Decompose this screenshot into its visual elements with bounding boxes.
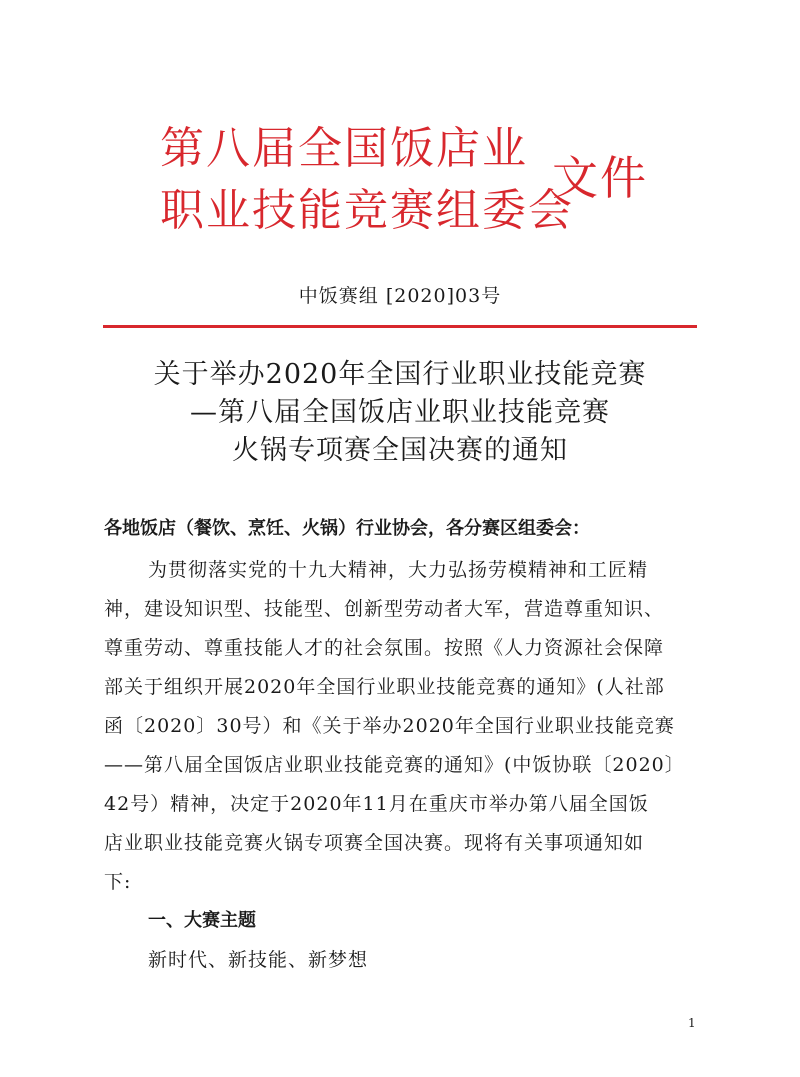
document-number: 中饭赛组 [2020]03号 [298,285,502,307]
document-label: 文件 [552,151,648,205]
page-number: 1 [688,1016,696,1030]
body-line-4: 部关于组织开展2020年全国行业职业技能竞赛的通知》(人社部 [104,676,665,698]
issuer-line-2: 职业技能竞赛组委会 [160,185,574,236]
title-line-2: —第八届全国饭店业职业技能竞赛 [190,397,610,428]
body-line-8: 店业职业技能竞赛火锅专项赛全国决赛。现将有关事项通知如 [104,832,645,854]
body-line-5: 函〔2020〕30号）和《关于举办2020年全国行业职业技能竞赛 [104,715,675,737]
body-line-1: 为贯彻落实党的十九大精神，大力弘扬劳模精神和工匠精 [148,559,649,581]
title-line-3: 火锅专项赛全国决赛的通知 [232,435,568,466]
section-content-theme: 新时代、新技能、新梦想 [148,949,369,971]
body-line-7: 42号）精神，决定于2020年11月在重庆市举办第八届全国饭 [104,793,649,815]
body-line-2: 神，建设知识型、技能型、创新型劳动者大军，营造尊重知识、 [104,598,665,620]
issuer-line-1: 第八届全国饭店业 [160,123,528,174]
body-line-6: ——第八届全国饭店业职业技能竞赛的通知》(中饭协联〔2020〕 [104,754,685,776]
addressee: 各地饭店（餐饮、烹饪、火锅）行业协会，各分赛区组委会： [104,518,590,539]
red-divider [103,325,697,328]
title-line-1: 关于举办2020年全国行业职业技能竞赛 [153,359,647,390]
document-title [0,356,800,470]
section-heading-theme: 一、大赛主题 [148,910,256,931]
body-line-3: 尊重劳动、尊重技能人才的社会氛围。按照《人力资源社会保障 [104,637,665,659]
body-line-9: 下: [104,871,132,893]
issuer-name [160,118,574,242]
